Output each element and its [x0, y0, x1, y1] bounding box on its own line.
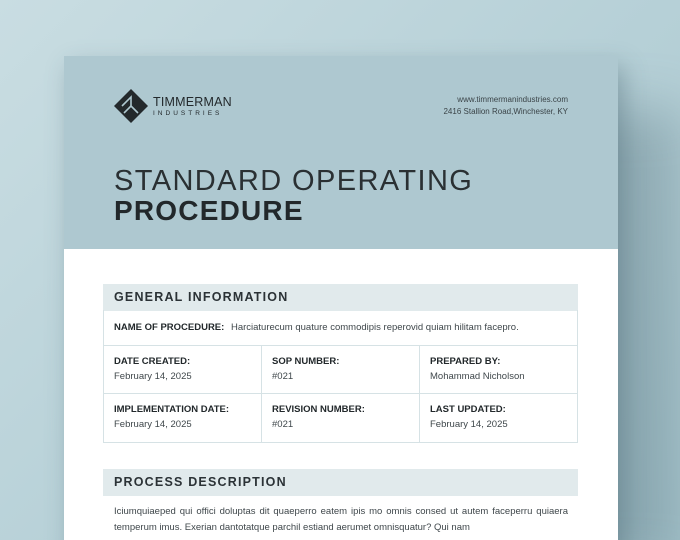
info-row-1 [104, 346, 577, 394]
document-title-line2: PROCEDURE [114, 195, 304, 226]
document-header [64, 56, 618, 249]
last-updated-value: February 14, 2025 [430, 419, 508, 430]
process-description-heading: PROCESS DESCRIPTION [103, 469, 578, 496]
implementation-date-value: February 14, 2025 [114, 419, 192, 430]
revision-number-value: #021 [272, 419, 294, 430]
prepared-by-cell [420, 346, 577, 393]
procedure-name-label: NAME OF PROCEDURE: [114, 322, 225, 333]
prepared-by-value: Mohammad Nicholson [430, 371, 525, 382]
process-description-text: Iciumquiaeped qui offici doluptas dit quaeperro eatem ipis mo omnis consed ut autem faceperru quiaera temperum imus. Exerian dantotatque parchil estiand aerumet omnisquatur? Qui nam [114, 506, 568, 533]
prepared-by-label: PREPARED BY: [430, 356, 501, 367]
implementation-date-cell [104, 394, 262, 442]
company-contact [443, 94, 568, 118]
date-created-label: DATE CREATED: [114, 356, 191, 367]
company-address: 2416 Stallion Road,Winchester, KY [443, 107, 568, 116]
info-row-2 [104, 394, 577, 442]
company-website: www.timmermanindustries.com [457, 95, 568, 104]
revision-number-label: REVISION NUMBER: [272, 404, 365, 415]
sop-number-value: #021 [272, 371, 294, 382]
sop-number-label: SOP NUMBER: [272, 356, 340, 367]
last-updated-cell [420, 394, 577, 442]
implementation-date-label: IMPLEMENTATION DATE: [114, 404, 230, 415]
sop-number-cell [262, 346, 420, 393]
general-information-heading: GENERAL INFORMATION [103, 284, 578, 311]
procedure-name-value: Harciaturecum quature commodipis reperovid quiam hilitam facepro. [230, 322, 519, 333]
last-updated-label: LAST UPDATED: [430, 404, 506, 415]
company-name: TIMMERMAN [153, 94, 232, 109]
revision-number-cell [262, 394, 420, 442]
diamond-logo-icon [114, 89, 148, 123]
date-created-value: February 14, 2025 [114, 371, 192, 382]
company-subtitle: INDUSTRIES [153, 109, 223, 117]
date-created-cell [104, 346, 262, 393]
general-information-table [103, 310, 578, 443]
company-logo [114, 89, 232, 123]
procedure-name-row [104, 310, 577, 346]
document-title-line1: STANDARD OPERATING [114, 165, 474, 197]
sop-document [64, 56, 618, 540]
